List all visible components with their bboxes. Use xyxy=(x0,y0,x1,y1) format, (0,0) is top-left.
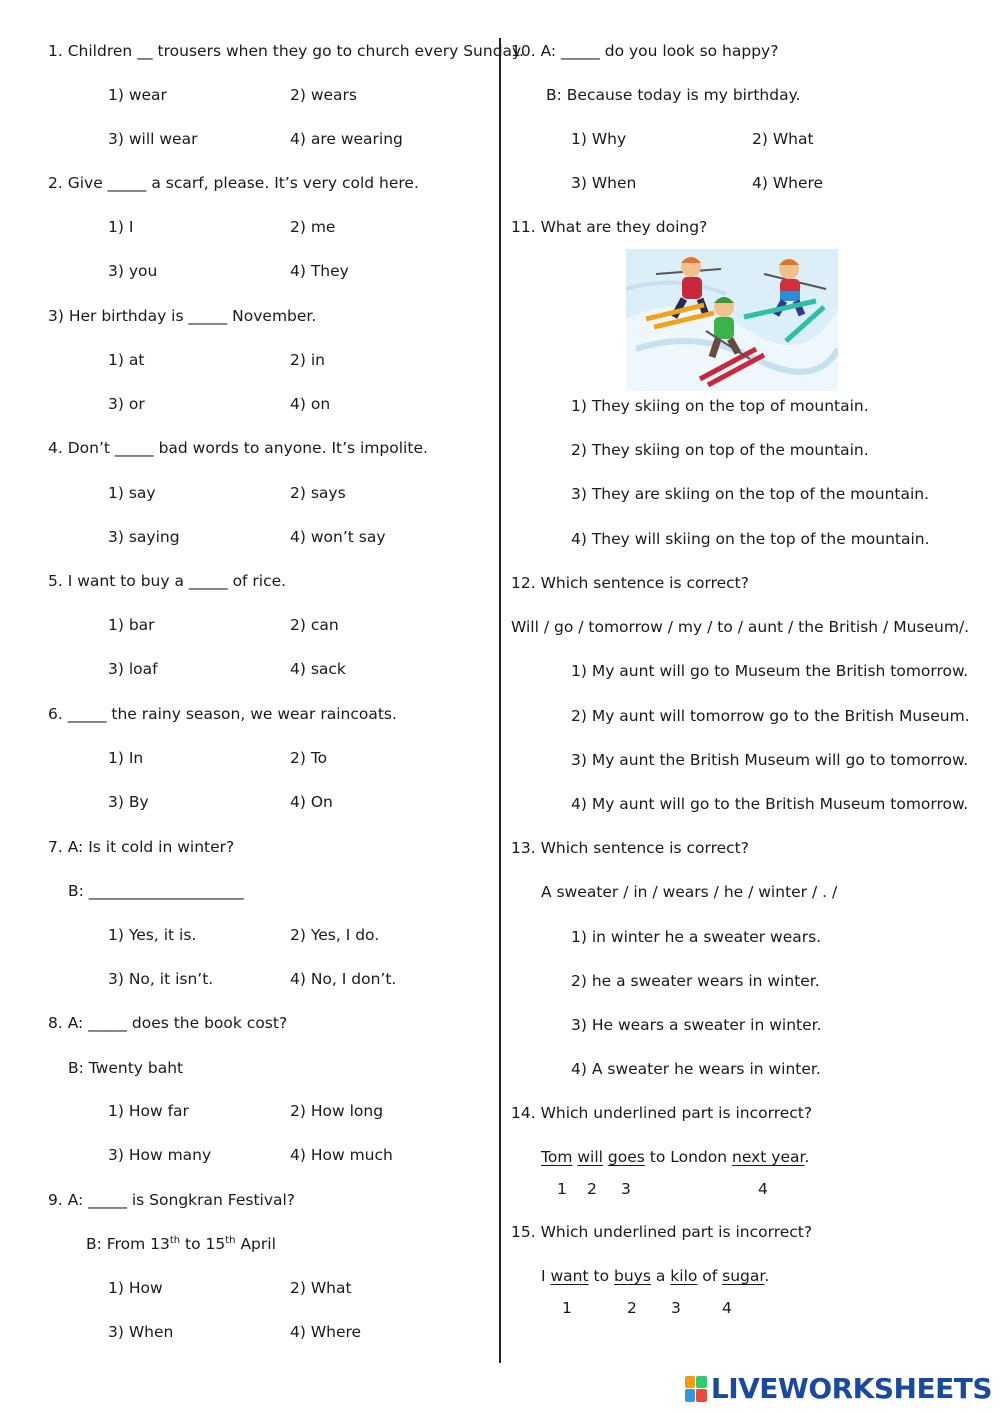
q14-underlined-1[interactable]: Tom xyxy=(541,1148,573,1166)
q10-stem: 10. A: _____ do you look so happy? xyxy=(511,42,779,60)
q14-number: 1 xyxy=(557,1180,567,1198)
column-divider xyxy=(499,38,501,1363)
skiing-children-icon xyxy=(626,249,838,391)
q11-option[interactable]: 2) They skiing on top of the mountain. xyxy=(571,441,869,459)
liveworksheets-logo[interactable] xyxy=(685,1372,992,1405)
q15-underlined-4[interactable]: sugar xyxy=(722,1267,765,1285)
q2-stem: 2. Give _____ a scarf, please. It’s very cold here. xyxy=(48,174,419,192)
q12-option[interactable]: 4) My aunt will go to the British Museum tomorrow. xyxy=(571,795,969,813)
q12-stem: 12. Which sentence is correct? xyxy=(511,574,749,592)
liveworksheets-brand: LIVEWORKSHEETS xyxy=(710,1372,992,1405)
q1-option[interactable]: 3) will wear xyxy=(108,130,198,148)
q14-underlined-3[interactable]: goes xyxy=(607,1148,645,1166)
q9-option[interactable]: 2) What xyxy=(290,1279,352,1297)
q11-stem: 11. What are they doing? xyxy=(511,218,708,236)
q8-option[interactable]: 4) How much xyxy=(290,1146,393,1164)
q13-prompt: A sweater / in / wears / he / winter / . / xyxy=(541,883,838,901)
q14-sentence: Tom will goes to London next year. xyxy=(541,1148,810,1166)
q9-option[interactable]: 1) How xyxy=(108,1279,163,1297)
q8-stem: 8. A: _____ does the book cost? xyxy=(48,1014,288,1032)
q4-option[interactable]: 3) saying xyxy=(108,528,180,546)
q7-option[interactable]: 1) Yes, it is. xyxy=(108,926,197,944)
q15-underlined-3[interactable]: kilo xyxy=(670,1267,698,1285)
q12-prompt: Will / go / tomorrow / my / to / aunt / the British / Museum/. xyxy=(511,618,970,636)
q10-option[interactable]: 3) When xyxy=(571,174,637,192)
q3-option[interactable]: 3) or xyxy=(108,395,145,413)
q9-option[interactable]: 4) Where xyxy=(290,1323,362,1341)
q10-option[interactable]: 2) What xyxy=(752,130,814,148)
q7-option[interactable]: 4) No, I don’t. xyxy=(290,970,397,988)
q2-option[interactable]: 3) you xyxy=(108,262,158,280)
q8-option[interactable]: 3) How many xyxy=(108,1146,212,1164)
q14-number: 4 xyxy=(758,1180,768,1198)
q1-option[interactable]: 1) wear xyxy=(108,86,167,104)
q6-stem: 6. _____ the rainy season, we wear raincoats. xyxy=(48,705,397,723)
q14-number: 3 xyxy=(621,1180,631,1198)
q13-stem: 13. Which sentence is correct? xyxy=(511,839,749,857)
q6-option[interactable]: 1) In xyxy=(108,749,144,767)
q5-option[interactable]: 3) loaf xyxy=(108,660,158,678)
q1-option[interactable]: 4) are wearing xyxy=(290,130,403,148)
skiing-illustration xyxy=(626,249,838,391)
q14-stem: 14. Which underlined part is incorrect? xyxy=(511,1104,813,1122)
q2-option[interactable]: 1) I xyxy=(108,218,134,236)
q12-option[interactable]: 3) My aunt the British Museum will go to tomorrow. xyxy=(571,751,969,769)
q6-option[interactable]: 4) On xyxy=(290,793,333,811)
q1-option[interactable]: 2) wears xyxy=(290,86,357,104)
q8-option[interactable]: 1) How far xyxy=(108,1102,189,1120)
q15-number: 2 xyxy=(627,1299,637,1317)
q2-option[interactable]: 2) me xyxy=(290,218,336,236)
q7-answer-line[interactable]: B: ____________________ xyxy=(68,882,244,900)
q13-option[interactable]: 1) in winter he a sweater wears. xyxy=(571,928,822,946)
q15-number: 1 xyxy=(562,1299,572,1317)
q3-option[interactable]: 4) on xyxy=(290,395,331,413)
q7-option[interactable]: 3) No, it isn’t. xyxy=(108,970,214,988)
q13-option[interactable]: 4) A sweater he wears in winter. xyxy=(571,1060,821,1078)
q14-underlined-4[interactable]: next year xyxy=(732,1148,805,1166)
q15-number: 3 xyxy=(671,1299,681,1317)
q13-option[interactable]: 2) he a sweater wears in winter. xyxy=(571,972,820,990)
q5-option[interactable]: 1) bar xyxy=(108,616,155,634)
q5-option[interactable]: 2) can xyxy=(290,616,339,634)
q15-sentence: I want to buys a kilo of sugar. xyxy=(541,1267,770,1285)
liveworksheets-mark-icon xyxy=(685,1376,707,1402)
q8-option[interactable]: 2) How long xyxy=(290,1102,384,1120)
q4-option[interactable]: 2) says xyxy=(290,484,346,502)
q5-option[interactable]: 4) sack xyxy=(290,660,346,678)
q13-option[interactable]: 3) He wears a sweater in winter. xyxy=(571,1016,822,1034)
q14-underlined-2[interactable]: will xyxy=(577,1148,603,1166)
q11-option[interactable]: 3) They are skiing on the top of the mountain. xyxy=(571,485,930,503)
q12-option[interactable]: 1) My aunt will go to Museum the British tomorrow. xyxy=(571,662,969,680)
q15-number: 4 xyxy=(722,1299,732,1317)
q15-underlined-2[interactable]: buys xyxy=(614,1267,651,1285)
q8-line2: B: Twenty baht xyxy=(68,1059,184,1077)
q4-option[interactable]: 4) won’t say xyxy=(290,528,386,546)
q3-stem: 3) Her birthday is _____ November. xyxy=(48,307,317,325)
q1-stem: 1. Children __ trousers when they go to church every Sunday. xyxy=(48,42,524,60)
q5-stem: 5. I want to buy a _____ of rice. xyxy=(48,572,287,590)
q11-option[interactable]: 1) They skiing on the top of mountain. xyxy=(571,397,869,415)
q9-stem: 9. A: _____ is Songkran Festival? xyxy=(48,1191,296,1209)
q3-option[interactable]: 1) at xyxy=(108,351,145,369)
q7-stem: 7. A: Is it cold in winter? xyxy=(48,838,235,856)
q11-option[interactable]: 4) They will skiing on the top of the mountain. xyxy=(571,530,930,548)
q6-option[interactable]: 3) By xyxy=(108,793,149,811)
q2-option[interactable]: 4) They xyxy=(290,262,349,280)
q3-option[interactable]: 2) in xyxy=(290,351,325,369)
q12-option[interactable]: 2) My aunt will tomorrow go to the British Museum. xyxy=(571,707,970,725)
q4-stem: 4. Don’t _____ bad words to anyone. It’s impolite. xyxy=(48,439,428,457)
q10-option[interactable]: 1) Why xyxy=(571,130,627,148)
q15-stem: 15. Which underlined part is incorrect? xyxy=(511,1223,813,1241)
q10-line2: B: Because today is my birthday. xyxy=(546,86,801,104)
q9-line2: B: From 13th to 15th April xyxy=(86,1235,276,1253)
q9-option[interactable]: 3) When xyxy=(108,1323,174,1341)
q10-option[interactable]: 4) Where xyxy=(752,174,824,192)
q4-option[interactable]: 1) say xyxy=(108,484,156,502)
q6-option[interactable]: 2) To xyxy=(290,749,328,767)
q15-underlined-1[interactable]: want xyxy=(550,1267,589,1285)
q7-option[interactable]: 2) Yes, I do. xyxy=(290,926,380,944)
q14-number: 2 xyxy=(587,1180,597,1198)
